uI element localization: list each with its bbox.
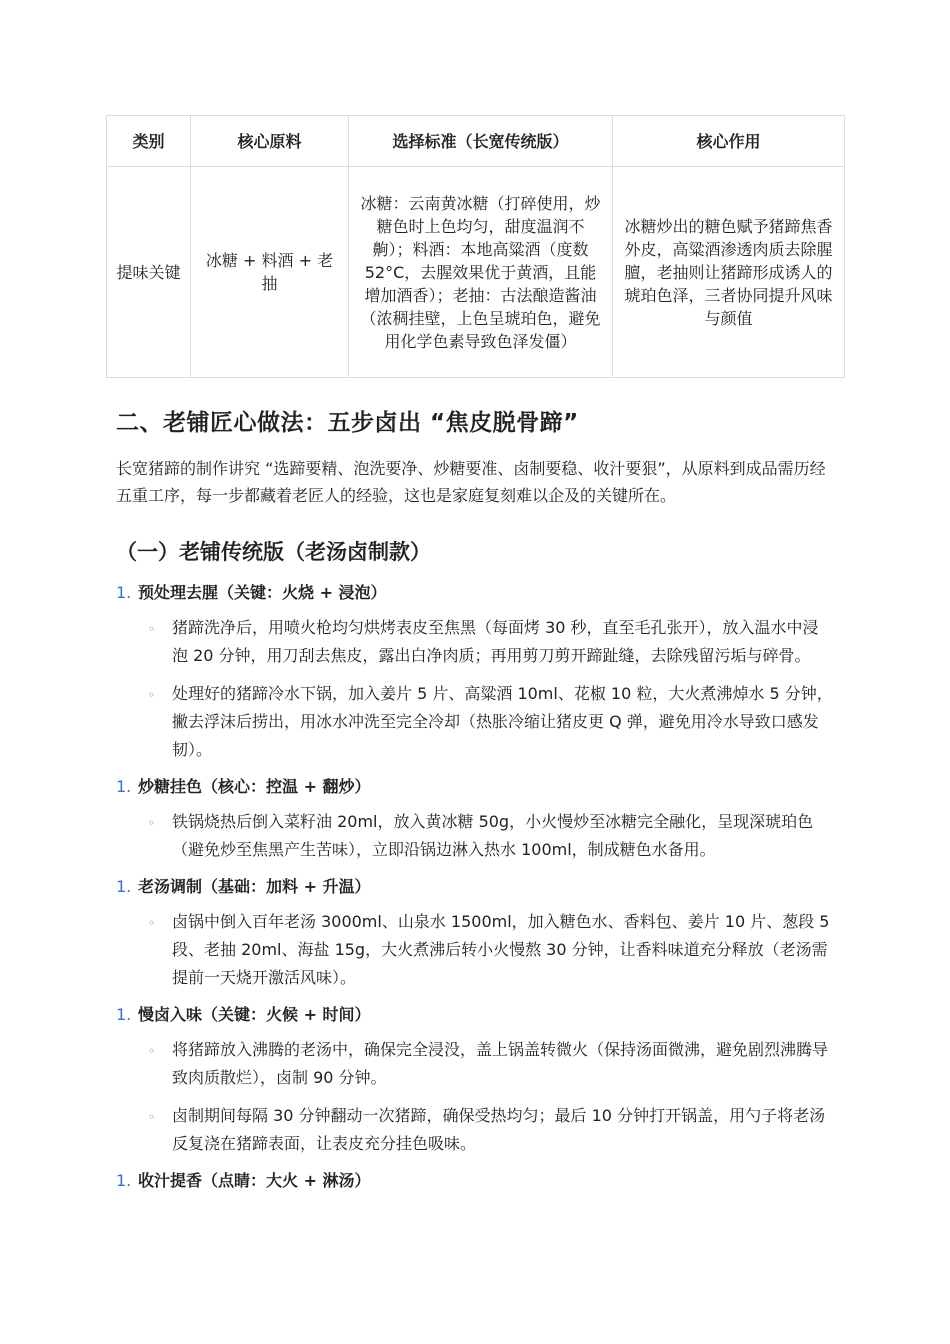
section-title: 二、老铺匠心做法：五步卤出 “焦皮脱骨蹄”: [116, 410, 579, 436]
step-heading: [116, 580, 836, 606]
standard-cell: 冰糖：云南黄冰糖（打碎使用，炒糖色时上色均匀，甜度温润不齁）；料酒：本地高粱酒（度数 52°C，去腥效果优于黄酒，且能增加酒香）；老抽：古法酿造酱油（浓稠挂壁，上色呈琥珀色，避免用化学色素导致色泽发僵）: [349, 167, 613, 378]
step-number: 1.: [116, 583, 132, 602]
ingredients-cell: 冰糖 + 料酒 + 老抽: [191, 167, 349, 378]
step-number: 1.: [116, 1171, 132, 1190]
ingredient-table: [106, 115, 845, 378]
bullet-text: 处理好的猪蹄冷水下锅，加入姜片 5 片、高粱酒 10ml、花椒 10 粒，大火煮沸焯水 5 分钟，撇去浮沫后捞出，用冰水冲洗至完全冷却（热胀冷缩让猪皮更 Q 弹，避免用冷水导致口感发韧）。: [172, 684, 833, 759]
step-heading: [116, 1168, 836, 1194]
step-number: 1.: [116, 777, 132, 796]
bullet-circle-icon: ◦: [148, 816, 156, 830]
steps-list: [116, 580, 836, 1202]
bullet-circle-icon: ◦: [148, 688, 156, 702]
table-row: [107, 167, 845, 378]
category-cell: 提味关键: [107, 167, 191, 378]
bullet-text: 将猪蹄放入沸腾的老汤中，确保完全浸没，盖上锅盖转微火（保持汤面微沸，避免剧烈沸腾导致肉质散烂），卤制 90 分钟。: [172, 1040, 829, 1087]
step-item: [116, 1168, 836, 1194]
bullet-circle-icon: ◦: [148, 1044, 156, 1058]
bullet-circle-icon: ◦: [148, 622, 156, 636]
table-header-row: [107, 116, 845, 167]
table-header-cell: 类别: [107, 116, 191, 167]
list-item: [116, 808, 834, 864]
bullet-text: 卤锅中倒入百年老汤 3000ml、山泉水 1500ml，加入糖色水、香料包、姜片 10 片、葱段 5 段、老抽 20ml、海盐 15g，大火煮沸后转小火慢熬 30 分钟，让香料味道充分释放（老汤需提前一天烧开激活风味）。: [172, 912, 830, 987]
step-item: [116, 774, 836, 864]
step-item: [116, 1002, 836, 1158]
list-item: [116, 680, 834, 764]
list-item: [116, 1036, 834, 1092]
list-item: [116, 614, 834, 670]
step-heading: [116, 1002, 836, 1028]
step-bullets: [116, 808, 836, 864]
bullet-circle-icon: ◦: [148, 1110, 156, 1124]
intro-paragraph: 长宽猪蹄的制作讲究 “选蹄要精、泡洗要净、炒糖要准、卤制要稳、收汁要狠”，从原料到成品需历经五重工序，每一步都藏着老匠人的经验，这也是家庭复刻难以企及的关键所在。: [116, 459, 826, 505]
table-header-cell: 核心作用: [613, 116, 845, 167]
step-title: 预处理去腥（关键：火烧 + 浸泡）: [138, 583, 387, 602]
function-cell: 冰糖炒出的糖色赋予猪蹄焦香外皮，高粱酒渗透肉质去除腥膻，老抽则让猪蹄形成诱人的琥珀色泽，三者协同提升风味与颜值: [613, 167, 845, 378]
table-header-cell: 核心原料: [191, 116, 349, 167]
subsection-title: （一）老铺传统版（老汤卤制款）: [116, 540, 431, 564]
step-title: 炒糖挂色（核心：控温 + 翻炒）: [138, 777, 371, 796]
step-title: 收汁提香（点睛：大火 + 淋汤）: [138, 1171, 371, 1190]
bullet-circle-icon: ◦: [148, 916, 156, 930]
step-heading: [116, 774, 836, 800]
step-number: 1.: [116, 877, 132, 896]
step-item: [116, 874, 836, 992]
bullet-text: 铁锅烧热后倒入菜籽油 20ml，放入黄冰糖 50g，小火慢炒至冰糖完全融化，呈现深琥珀色（避免炒至焦黑产生苦味），立即沿锅边淋入热水 100ml，制成糖色水备用。: [172, 812, 814, 859]
step-number: 1.: [116, 1005, 132, 1024]
step-bullets: [116, 908, 836, 992]
list-item: [116, 908, 834, 992]
step-item: [116, 580, 836, 764]
step-title: 慢卤入味（关键：火候 + 时间）: [138, 1005, 371, 1024]
bullet-text: 卤制期间每隔 30 分钟翻动一次猪蹄，确保受热均匀；最后 10 分钟打开锅盖，用勺子将老汤反复浇在猪蹄表面，让表皮充分挂色吸味。: [172, 1106, 826, 1153]
table-header-cell: 选择标准（长宽传统版）: [349, 116, 613, 167]
list-item: [116, 1102, 834, 1158]
step-bullets: [116, 614, 836, 764]
step-title: 老汤调制（基础：加料 + 升温）: [138, 877, 371, 896]
step-bullets: [116, 1036, 836, 1158]
step-heading: [116, 874, 836, 900]
bullet-text: 猪蹄洗净后，用喷火枪均匀烘烤表皮至焦黑（每面烤 30 秒，直至毛孔张开），放入温水中浸泡 20 分钟，用刀刮去焦皮，露出白净肉质；再用剪刀剪开蹄趾缝，去除残留污垢与碎骨。: [172, 618, 819, 665]
